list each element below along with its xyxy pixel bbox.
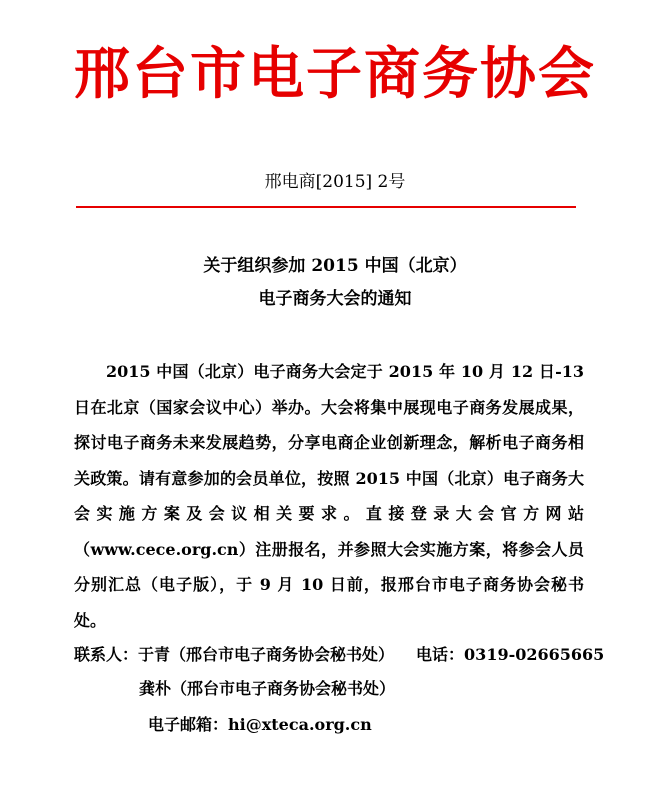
email-address: hi@xteca.org.cn [228,715,372,734]
contact-line-2 [139,677,395,701]
contact-line-1 [74,643,604,667]
notice-title-line-2: 电子商务大会的通知 [258,289,412,309]
contact-person-1: 于青（邢台市电子商务协会秘书处） [138,645,395,664]
org-title: 邢台市电子商务协会 [74,41,596,107]
email-label: 电子邮箱： [148,715,229,734]
contact-person-2: 龚朴（邢台市电子商务协会秘书处） [139,679,396,698]
notice-title-line-1: 关于组织参加 2015 中国（北京） [203,256,467,276]
contact-label: 联系人： [74,645,139,664]
document-number: 邢电商[2015] 2号 [264,172,406,192]
contact-line-3 [148,713,372,737]
phone-number: 0319-02665665 [464,645,605,664]
red-divider [76,206,576,208]
phone-label: 电话： [416,645,465,664]
notice-body: 2015 中国（北京）电子商务大会定于 2015 年 10 月 12 日-13 日在北京（国家会议中心）举办。大会将集中展现电子商务发展成果，探讨电子商务未来发展趋势，分享电商企业创新理念，解析电子商务相关政策。请有意参加的会员单位，按照 2015 中国（北京）电子商务大会实施方案及会议相关要求。直接登录大会官方网站（www.cece.org.cn）注册报名，并参照大会实施方案，将参会人员分别汇总（电子版），于 9 月 10 日前，报邢台市电子商务协会秘书处。 [74,362,584,630]
